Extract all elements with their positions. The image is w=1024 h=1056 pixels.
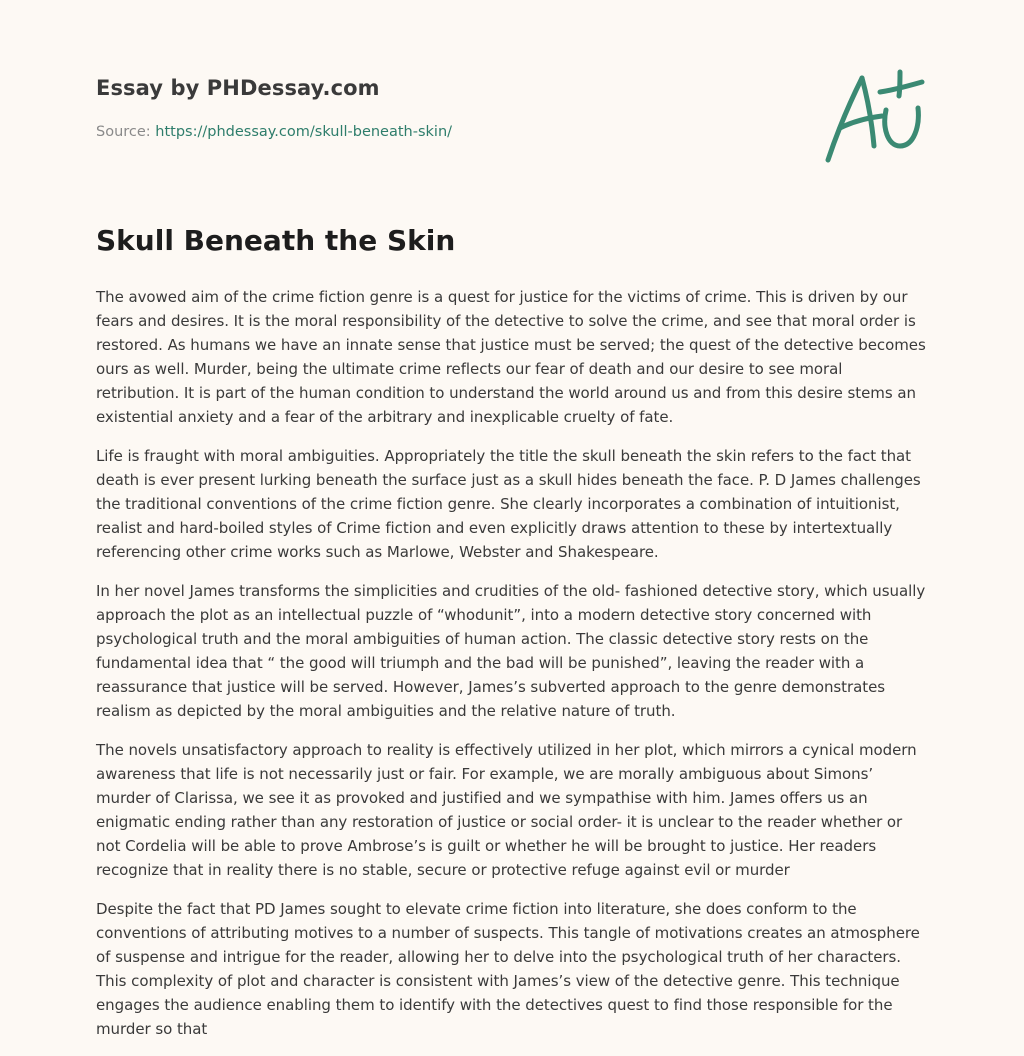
a-plus-grade-icon [822,66,928,166]
essay-page [96,0,928,1038]
paragraph: The novels unsatisfactory approach to reality is effectively utilized in her plot, which mirrors a cynical modern awareness that life is not necessarily just or fair. For example, we are morally ambiguous about Simons’ murder of Clarissa, we see it as provoked and justified and we sympathise with him. James offers us an enigmatic ending rather than any restoration of justice or social order- it is unclear to the reader whether or not Cordelia will be able to prove Ambrose’s is guilt or whether he will be brought to justice. Her readers recognize that in reality there is no stable, secure or protective refuge against evil or murder [96,741,917,879]
paragraph: Life is fraught with moral ambiguities. Appropriately the title the skull beneath the skin refers to the fact that death is ever present lurking beneath the surface just as a skull hides beneath the face. P. D James challenges the traditional conventions of the crime fiction genre. She clearly incorporates a combination of intuitionist, realist and hard-boiled styles of Crime fiction and even explicitly draws attention to these by intertextually referencing other crime works such as Marlowe, Webster and Shakespeare. [96,447,921,561]
source-label: Source: [96,124,156,140]
brand-title: Essay by PHDessay.com [96,76,380,100]
essay-title: Skull Beneath the Skin [96,224,456,257]
source-link[interactable]: https://phdessay.com/skull-beneath-skin/ [155,124,453,140]
essay-header [96,0,928,200]
essay-body [96,285,928,1056]
paragraph: In her novel James transforms the simplicities and crudities of the old- fashioned detective story, which usually approach the plot as an intellectual puzzle of “whodunit”, into a modern detective story concerned with psychological truth and the moral ambiguities of human action. The classic detective story rests on the fundamental idea that “ the good will triumph and the bad will be punished”, leaving the reader with a reassurance that justice will be served. However, James’s subverted approach to the genre demonstrates realism as depicted by the moral ambiguities and the relative nature of truth. [96,582,926,720]
paragraph: Despite the fact that PD James sought to elevate crime fiction into literature, she does conform to the conventions of attributing motives to a number of suspects. This tangle of motivations creates an atmosphere of suspense and intrigue for the reader, allowing her to delve into the psychological truth of her characters. This complexity of plot and character is consistent with James’s view of the detective genre. This technique engages the audience enabling them to identify with the detectives quest to find those responsible for the murder so that [96,900,920,1038]
paragraph: The avowed aim of the crime fiction genre is a quest for justice for the victims of crime. This is driven by our fears and desires. It is the moral responsibility of the detective to solve the crime, and see that moral order is restored. As humans we have an innate sense that justice must be served; the quest of the detective becomes ours as well. Murder, being the ultimate crime reflects our fear of death and our desire to see moral retribution. It is part of the human condition to understand the world around us and from this desire stems an existential anxiety and a fear of the arbitrary and inexplicable cruelty of fate. [96,288,926,426]
source-line [96,124,452,140]
